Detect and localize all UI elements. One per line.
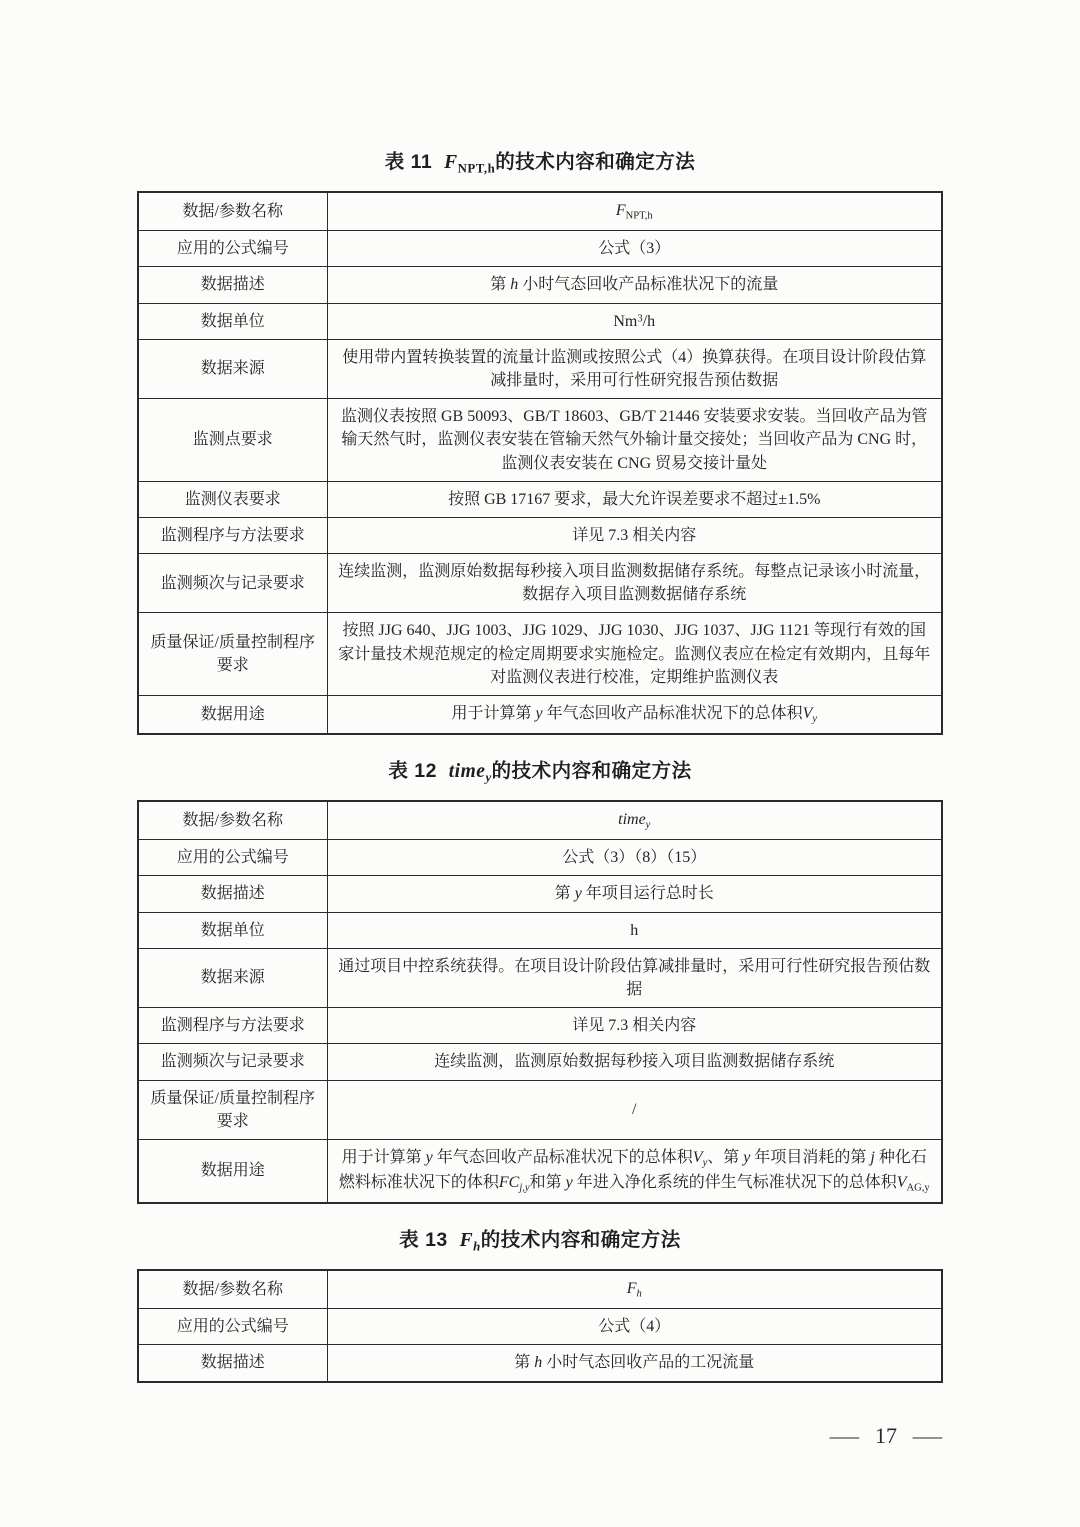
text-segment: 公式（3）（8）（15） — [562, 849, 707, 867]
text-segment: h — [534, 1354, 543, 1372]
row-value — [327, 399, 942, 482]
text-segment: 的技术内容和确定方法 — [495, 151, 696, 173]
text-segment: h — [630, 921, 639, 939]
text-segment: AG,y — [906, 1182, 930, 1194]
row-label: 数据/参数名称 — [138, 801, 327, 840]
table-row — [138, 613, 942, 696]
table-row — [138, 801, 942, 840]
table-row — [138, 912, 942, 948]
row-value — [327, 613, 942, 696]
table-11-title — [137, 150, 943, 177]
row-value — [327, 303, 942, 339]
footer-dash-left-icon: — — [829, 1423, 860, 1448]
table-row — [138, 1309, 942, 1345]
text-segment: y — [702, 1157, 708, 1169]
row-value — [327, 231, 942, 267]
row-label: 数据/参数名称 — [138, 192, 327, 231]
text-segment: /h — [642, 312, 656, 330]
page-content — [137, 0, 943, 1383]
table-row — [138, 1139, 942, 1203]
text-segment: 按照 GB 17167 要求，最大允许误差要求不超过±1.5% — [448, 490, 821, 508]
table-row — [138, 303, 942, 339]
table-row — [138, 1270, 942, 1309]
text-segment: y — [565, 1173, 573, 1191]
text-segment: NPT,h — [457, 161, 496, 176]
table-12-body — [138, 801, 942, 1203]
text-segment: 年气态回收产品标准状况下的总体积 — [542, 705, 803, 723]
table-row — [138, 554, 942, 613]
row-value — [327, 948, 942, 1007]
table-row — [138, 517, 942, 553]
text-segment: 的技术内容和确定方法 — [480, 1228, 681, 1251]
row-value — [327, 1008, 942, 1044]
table-11-body — [138, 192, 942, 734]
text-segment: 按照 JJG 640、JJG 1003、JJG 1029、JJG 1030、JJG 1037、JJG 1121 等现行有效的国家计量技术规范规定的检定周期要求实施检定。监测仪表应在检定有效期内，且每年对监测仪表进行校准，定期维护监测仪表 — [338, 622, 931, 686]
row-value — [327, 1080, 942, 1139]
row-value — [327, 801, 942, 840]
table-12-section — [137, 759, 943, 1204]
row-label: 应用的公式编号 — [138, 231, 327, 267]
text-segment: h — [510, 276, 519, 294]
text-segment: 3 — [637, 312, 643, 324]
text-segment: 第 — [490, 276, 511, 294]
row-label: 数据来源 — [138, 339, 327, 398]
table-row — [138, 1345, 942, 1382]
text-segment: 的技术内容和确定方法 — [491, 760, 692, 783]
text-segment: 监测仪表按照 GB 50093、GB/T 18603、GB/T 21446 安装要求安装。当回收产品为管输天然气时，监测仪表安装在管输天然气外输计量交接处；当回收产品为 CNG 时，监测仪表安装在 CNG 贸易交接计量处 — [340, 408, 928, 472]
text-segment: NPT,h — [625, 210, 653, 222]
page-footer — [829, 1423, 943, 1449]
table-row — [138, 267, 942, 303]
text-segment: 公式（4） — [598, 1318, 671, 1336]
row-label: 监测频次与记录要求 — [138, 554, 327, 613]
row-label: 数据/参数名称 — [138, 1270, 327, 1309]
text-segment: 年气态回收产品标准状况下的总体积 — [432, 1148, 693, 1166]
text-segment: 表 13 — [399, 1228, 460, 1251]
table-13 — [137, 1269, 943, 1382]
row-label: 数据描述 — [138, 1345, 327, 1382]
table-row — [138, 339, 942, 398]
row-label: 监测点要求 — [138, 399, 327, 482]
text-segment: 公式（3） — [598, 240, 671, 258]
text-segment: 年进入净化系统的伴生气标准状况下的总体积 — [572, 1173, 897, 1191]
text-segment: h — [636, 1288, 642, 1300]
row-label: 监测频次与记录要求 — [138, 1044, 327, 1080]
row-value — [327, 1139, 942, 1203]
text-segment: j,y — [519, 1182, 530, 1194]
text-segment: 表 12 — [388, 760, 449, 783]
text-segment: / — [632, 1101, 637, 1119]
row-value — [327, 517, 942, 553]
row-value — [327, 481, 942, 517]
footer-dash-right-icon: — — [912, 1423, 943, 1448]
row-value — [327, 1044, 942, 1080]
row-label: 数据来源 — [138, 948, 327, 1007]
row-value — [327, 192, 942, 231]
text-segment: 连续监测，监测原始数据每秒接入项目监测数据储存系统 — [434, 1053, 835, 1071]
text-segment: 、第 — [707, 1148, 744, 1166]
table-row — [138, 696, 942, 735]
table-13-body — [138, 1270, 942, 1381]
text-segment: F — [626, 1280, 637, 1298]
row-value — [327, 267, 942, 303]
row-label: 数据单位 — [138, 912, 327, 948]
text-segment: 小时气态回收产品的工况流量 — [542, 1354, 755, 1372]
row-value — [327, 840, 942, 876]
row-value — [327, 1345, 942, 1382]
table-12-title — [137, 759, 943, 786]
text-segment: 详见 7.3 相关内容 — [572, 1017, 697, 1035]
row-label: 数据用途 — [138, 696, 327, 735]
row-label: 数据描述 — [138, 267, 327, 303]
table-row — [138, 1044, 942, 1080]
row-value — [327, 554, 942, 613]
text-segment: F — [459, 1229, 474, 1251]
text-segment: F — [444, 152, 458, 173]
text-segment: 使用带内置转换装置的流量计监测或按照公式（4）换算获得。在项目设计阶段估算减排量时，采用可行性研究报告预估数据 — [342, 348, 927, 389]
table-row — [138, 399, 942, 482]
text-segment: time — [618, 811, 646, 829]
text-segment: time — [448, 761, 486, 783]
text-segment: V — [692, 1148, 703, 1166]
text-segment: 小时气态回收产品标准状况下的流量 — [518, 276, 779, 294]
table-11 — [137, 191, 943, 735]
row-label: 应用的公式编号 — [138, 1309, 327, 1345]
text-segment: 年项目运行总时长 — [581, 885, 714, 903]
text-segment: y — [425, 1148, 433, 1166]
text-segment: V — [896, 1173, 907, 1191]
text-segment: y — [812, 713, 818, 725]
text-segment: y — [743, 1148, 751, 1166]
table-row — [138, 231, 942, 267]
text-segment: y — [574, 885, 582, 903]
row-label: 质量保证/质量控制程序要求 — [138, 1080, 327, 1139]
table-row — [138, 876, 942, 912]
row-value — [327, 912, 942, 948]
text-segment: 和第 — [529, 1173, 566, 1191]
row-value — [327, 696, 942, 735]
row-label: 质量保证/质量控制程序要求 — [138, 613, 327, 696]
text-segment: F — [615, 202, 626, 220]
row-label: 监测仪表要求 — [138, 481, 327, 517]
text-segment: y — [485, 770, 492, 785]
text-segment: 连续监测，监测原始数据每秒接入项目监测数据储存系统。每整点记录该小时流量，数据存入项目监测数据储存系统 — [338, 563, 931, 604]
text-segment: y — [645, 819, 651, 831]
row-label: 监测程序与方法要求 — [138, 517, 327, 553]
row-label: 数据用途 — [138, 1139, 327, 1203]
text-segment: 通过项目中控系统获得。在项目设计阶段估算减排量时，采用可行性研究报告预估数据 — [338, 957, 931, 999]
text-segment: V — [802, 705, 813, 723]
row-value — [327, 876, 942, 912]
table-row — [138, 948, 942, 1007]
page-number: 17 — [875, 1423, 897, 1448]
text-segment: 种化石燃料标准状况下的体积 — [338, 1148, 927, 1191]
row-value — [327, 1309, 942, 1345]
table-13-title — [137, 1228, 943, 1255]
row-value — [327, 1270, 942, 1309]
row-label: 数据描述 — [138, 876, 327, 912]
row-label: 监测程序与方法要求 — [138, 1008, 327, 1044]
text-segment: 表 11 — [384, 151, 445, 173]
row-label: 应用的公式编号 — [138, 840, 327, 876]
table-row — [138, 481, 942, 517]
text-segment: 第 — [514, 1354, 535, 1372]
table-row — [138, 840, 942, 876]
text-segment: 用于计算第 — [341, 1148, 426, 1166]
text-segment: y — [535, 705, 543, 723]
row-value — [327, 339, 942, 398]
text-segment: 第 — [554, 885, 575, 903]
text-segment: 年项目消耗的第 — [750, 1148, 871, 1166]
table-row — [138, 192, 942, 231]
text-segment: 详见 7.3 相关内容 — [572, 526, 697, 544]
text-segment: h — [473, 1239, 481, 1254]
text-segment: 用于计算第 — [451, 705, 536, 723]
row-label: 数据单位 — [138, 303, 327, 339]
text-segment: j — [870, 1148, 875, 1166]
table-row — [138, 1008, 942, 1044]
table-12 — [137, 800, 943, 1204]
table-11-section — [137, 150, 943, 735]
text-segment: FC — [498, 1173, 520, 1191]
table-13-section — [137, 1228, 943, 1383]
table-row — [138, 1080, 942, 1139]
text-segment: Nm — [613, 312, 638, 330]
